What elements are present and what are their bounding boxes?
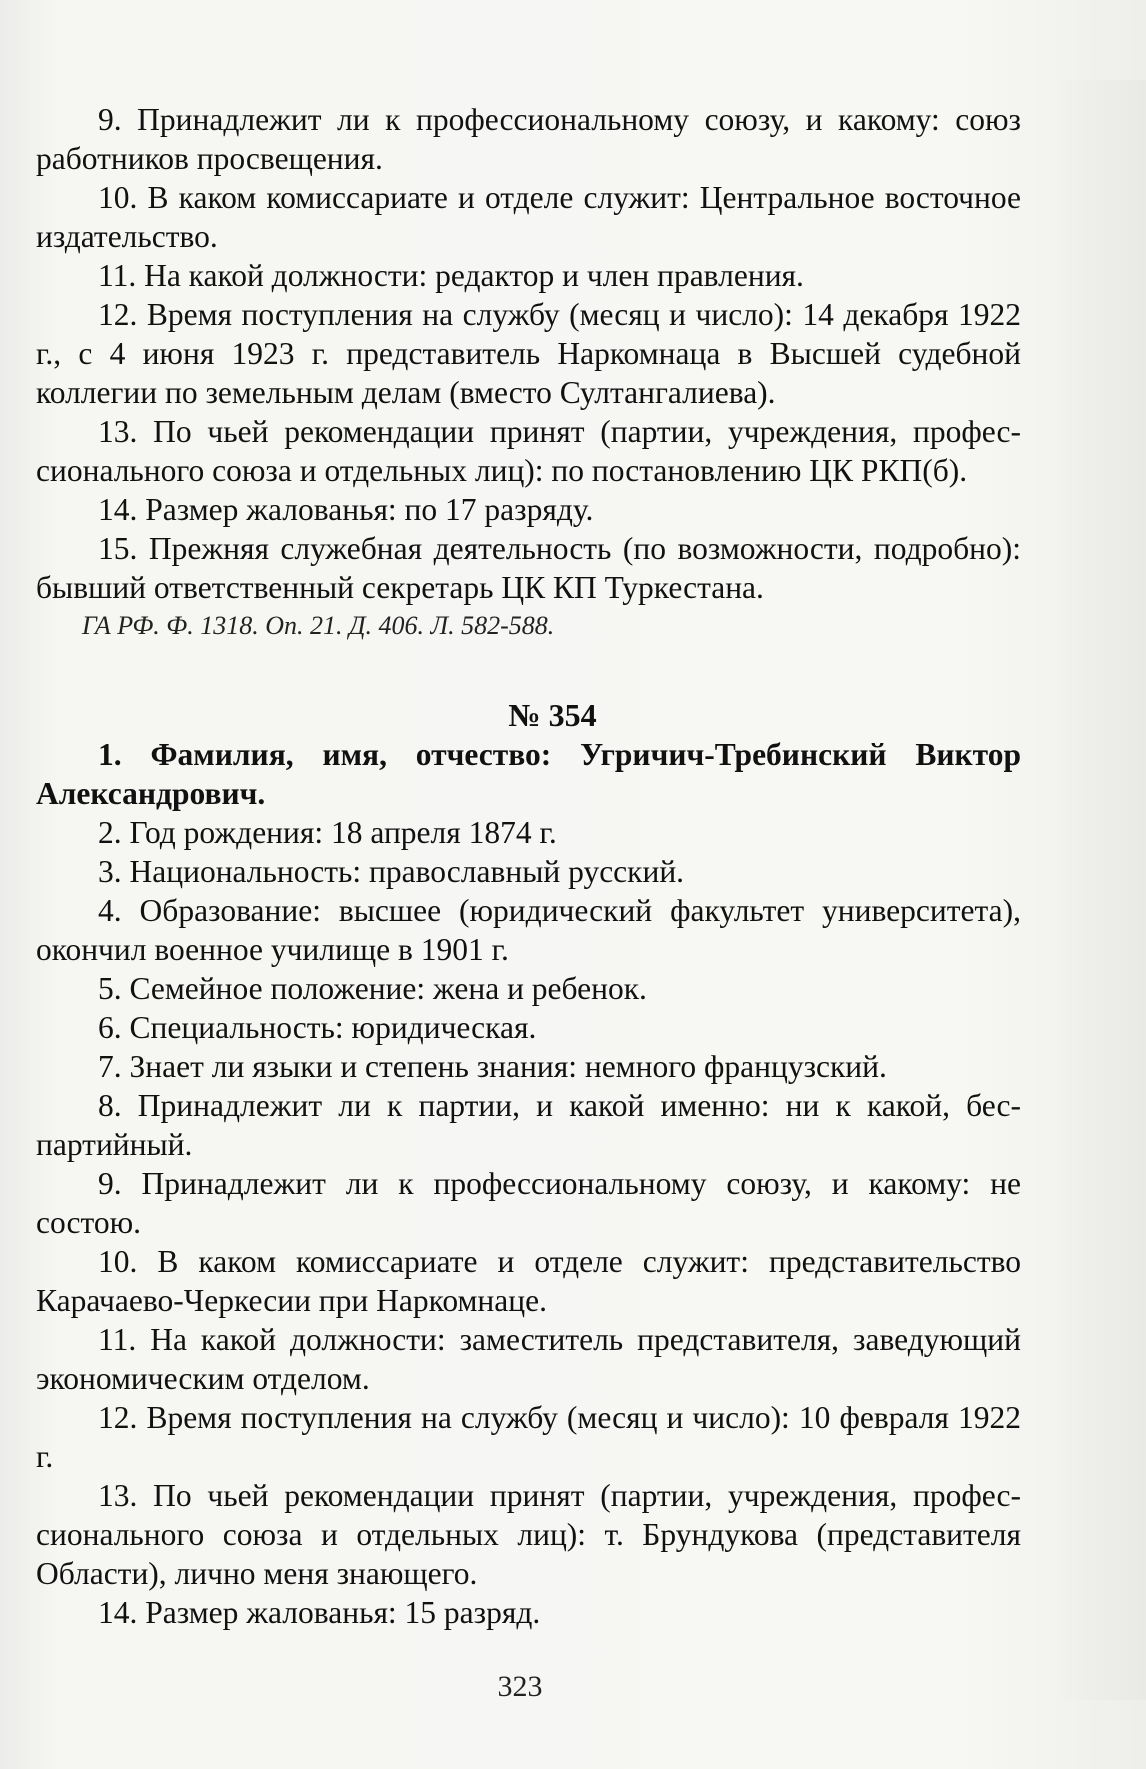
paragraph-item-1-name: 1. Фамилия, имя, отчество: Угричич-Требинский Виктор Александрович. bbox=[36, 737, 1021, 811]
paragraph-item-13-recommendation: 13. По чьей рекомендации принят (партии, учреждения, профессионального союза и отдельных лиц): по постановлению ЦК РКП(б). bbox=[36, 414, 1021, 488]
paragraph-item-11-position-2: 11. На какой должности: заместитель представителя, заведующий экономическим отделом. bbox=[36, 1322, 1021, 1396]
paragraph-item-3-nationality: 3. Национальность: православный русский. bbox=[98, 854, 685, 889]
paragraph-item-14-salary: 14. Размер жалованья: по 17 разряду. bbox=[98, 492, 594, 527]
page-number: 323 bbox=[497, 1670, 543, 1703]
paragraph-item-15-previous-work: 15. Прежняя служебная деятельность (по возможности, подробно): бывший ответственный секретарь ЦК КП Туркестана. bbox=[36, 531, 1021, 605]
paragraph-item-7-languages: 7. Знает ли языки и степень знания: немного французский. bbox=[98, 1049, 887, 1084]
paragraph-item-5-family: 5. Семейное положение: жена и ребенок. bbox=[98, 971, 647, 1006]
page-body bbox=[36, 100, 1021, 1632]
paragraph-item-9-union-2: 9. Принадлежит ли к профессиональному союзу, и какому: не состою. bbox=[36, 1166, 1021, 1240]
archive-source-reference: ГА РФ. Ф. 1318. Оп. 21. Д. 406. Л. 582-588. bbox=[82, 611, 555, 640]
paragraph-item-11-position: 11. На какой должности: редактор и член правления. bbox=[98, 258, 804, 293]
bleed-through-shadow bbox=[1051, 80, 1146, 1700]
paragraph-item-6-specialty: 6. Специальность: юридическая. bbox=[98, 1010, 537, 1045]
paragraph-item-14-salary-2: 14. Размер жалованья: 15 разряд. bbox=[98, 1595, 541, 1630]
paragraph-item-13-recommendation-2: 13. По чьей рекомендации принят (партии, учреждения, профессионального союза и отдельных лиц): т. Брундукова (представителя Области), лично меня знающего. bbox=[36, 1478, 1021, 1591]
paragraph-item-10-commissariat: 10. В каком комиссариате и отделе служит: Центральное восточное издательство. bbox=[36, 180, 1021, 254]
paragraph-item-12-start-date: 12. Время поступления на службу (месяц и число): 14 декабря 1922 г., с 4 июня 1923 г. представитель Наркомнаца в Высшей судебной коллегии по земельным делам (вместо Султангалиева). bbox=[36, 297, 1021, 410]
paragraph-item-2-birth: 2. Год рождения: 18 апреля 1874 г. bbox=[98, 815, 557, 850]
document-number-heading: № 354 bbox=[508, 697, 597, 733]
paragraph-item-12-start-date-2: 12. Время поступления на службу (месяц и число): 10 февраля 1922 г. bbox=[36, 1400, 1021, 1474]
paragraph-item-10-commissariat-2: 10. В каком комиссариате и отделе служит: представительство Карачаево-Черкесии при Наркомнаце. bbox=[36, 1244, 1021, 1318]
paragraph-item-4-education: 4. Образование: высшее (юридический факультет университета), окончил военное училище в 1901 г. bbox=[36, 893, 1021, 967]
paragraph-item-9-union: 9. Принадлежит ли к профессиональному союзу, и какому: союз работников просвещения. bbox=[36, 102, 1021, 176]
paragraph-item-8-party: 8. Принадлежит ли к партии, и какой именно: ни к какой, беспартийный. bbox=[36, 1088, 1021, 1162]
